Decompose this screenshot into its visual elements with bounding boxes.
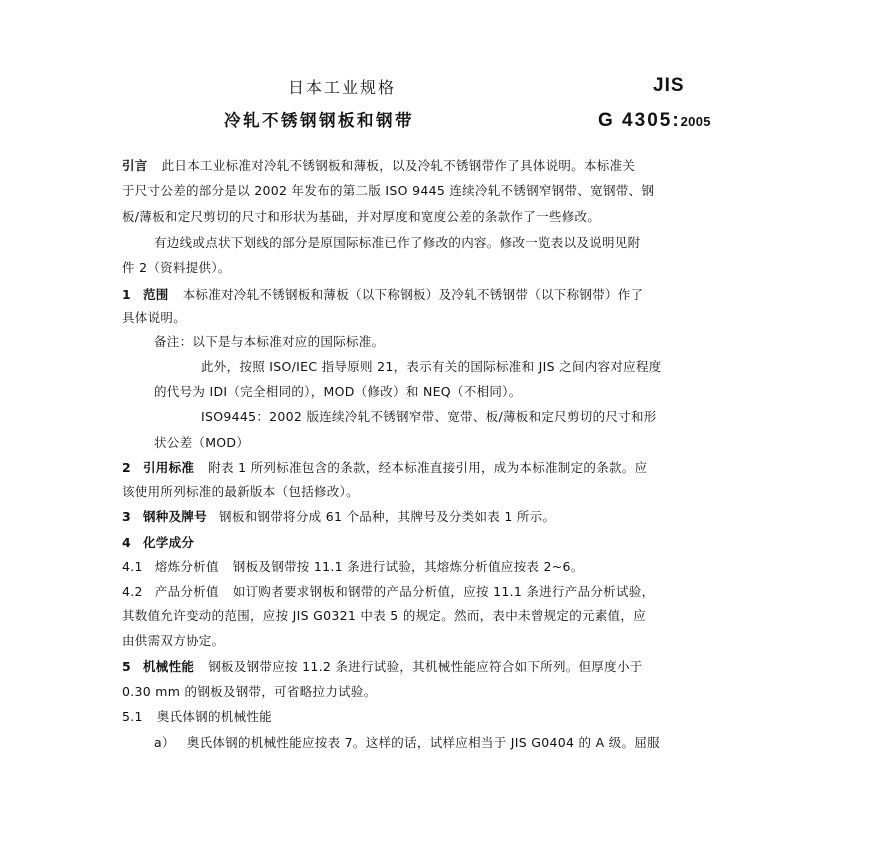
section-5-1-number: 5.1 bbox=[122, 709, 143, 724]
section-1-note-2: 的代号为 IDI（完全相同的），MOD（修改）和 NEQ（不相同）。 bbox=[154, 384, 522, 399]
section-3-heading: 钢种及牌号 bbox=[143, 509, 208, 524]
section-1-text-1: 本标准对冷轧不锈钢板和薄板（以下称钢板）及冷轧不锈钢带（以下称钢带）作了 bbox=[182, 287, 644, 302]
section-4-heading: 化学成分 bbox=[143, 535, 195, 550]
section-2-line-1 bbox=[122, 460, 647, 476]
section-1-note-label: 备注：以下是与本标准对应的国际标准。 bbox=[154, 334, 385, 349]
code-year: 2005 bbox=[680, 114, 711, 129]
section-1-note-1: 此外，按照 ISO/IEC 指导原则 21，表示有关的国际标准和 JIS 之间内容对应程度 bbox=[201, 359, 662, 374]
section-4-2-heading: 产品分析值 bbox=[154, 584, 219, 599]
intro-text-1: 此日本工业标准对冷轧不锈钢板和薄板，以及冷轧不锈钢带作了具体说明。本标准关 bbox=[161, 158, 636, 173]
section-1-line-1 bbox=[122, 287, 643, 303]
section-5-number: 5 bbox=[122, 659, 131, 674]
section-4-2-line-1 bbox=[122, 584, 654, 600]
item-a-label: a） bbox=[154, 735, 175, 750]
standard-name: 日本工业规格 bbox=[288, 78, 397, 97]
item-a-text: 奥氏体钢的机械性能应按表 7。这样的话，试样应相当于 JIS G0404 的 A 级。屈服 bbox=[186, 735, 660, 750]
section-4-heading-line bbox=[122, 535, 194, 551]
section-2-line-2: 该使用所列标准的最新版本（包括修改）。 bbox=[122, 484, 359, 499]
section-4-2-line-2: 其数值允许变动的范围，应按 JIS G0321 中表 5 的规定。然而，表中未曾规定的元素值，应 bbox=[122, 608, 647, 623]
jis-label: JIS bbox=[653, 75, 685, 96]
document-title: 冷轧不锈钢钢板和钢带 bbox=[224, 111, 414, 130]
section-1-note-4: 状公差（MOD） bbox=[154, 435, 250, 450]
standard-code bbox=[598, 110, 711, 133]
section-5-1-heading: 奥氏体钢的机械性能 bbox=[156, 709, 272, 724]
section-4-2-number: 4.2 bbox=[122, 584, 143, 599]
intro-label: 引言 bbox=[122, 158, 148, 173]
section-5-line-1 bbox=[122, 659, 643, 675]
section-3-text-1: 钢板和钢带将分成 61 个品种，其牌号及分类如表 1 所示。 bbox=[219, 509, 556, 524]
section-2-number: 2 bbox=[122, 460, 131, 475]
section-4-1-number: 4.1 bbox=[122, 559, 143, 574]
section-1-number: 1 bbox=[122, 287, 131, 302]
section-2-heading: 引用标准 bbox=[143, 460, 195, 475]
section-4-number: 4 bbox=[122, 535, 131, 550]
intro-line-4: 有边线或点状下划线的部分是原国际标准已作了修改的内容。修改一览表以及说明见附 bbox=[154, 235, 641, 250]
intro-line-1 bbox=[122, 158, 635, 174]
section-5-line-2: 0.30 mm 的钢板及钢带，可省略拉力试验。 bbox=[122, 684, 377, 699]
item-a-line bbox=[154, 735, 660, 751]
code-number: G 4305 bbox=[598, 110, 673, 131]
section-2-text-1: 附表 1 所列标准包含的条款，经本标准直接引用，成为本标准制定的条款。应 bbox=[208, 460, 648, 475]
section-4-1-line bbox=[122, 559, 584, 575]
section-5-text-1: 钢板及钢带应按 11.2 条进行试验，其机械性能应符合如下所列。但厚度小于 bbox=[208, 659, 643, 674]
section-1-line-2: 具体说明。 bbox=[122, 310, 187, 325]
intro-line-3: 板/薄板和定尺剪切的尺寸和形状为基础，并对厚度和宽度公差的条款作了一些修改。 bbox=[122, 209, 601, 224]
section-4-2-line-3: 由供需双方协定。 bbox=[122, 633, 225, 648]
section-5-1-line bbox=[122, 709, 272, 725]
section-1-heading: 范围 bbox=[143, 287, 169, 302]
section-3-line-1 bbox=[122, 509, 555, 525]
section-3-number: 3 bbox=[122, 509, 131, 524]
intro-line-5: 件 2（资料提供）。 bbox=[122, 260, 231, 275]
section-4-1-text: 钢板及钢带按 11.1 条进行试验，其熔炼分析值应按表 2~6。 bbox=[232, 559, 584, 574]
section-5-heading: 机械性能 bbox=[143, 659, 195, 674]
section-4-2-text-1: 如订购者要求钢板和钢带的产品分析值，应按 11.1 条进行产品分析试验， bbox=[232, 584, 655, 599]
section-4-1-heading: 熔炼分析值 bbox=[154, 559, 219, 574]
section-1-note-3: ISO9445：2002 版连续冷轧不锈钢窄带、宽带、板/薄板和定尺剪切的尺寸和形 bbox=[201, 409, 657, 424]
intro-line-2: 于尺寸公差的部分是以 2002 年发布的第二版 ISO 9445 连续冷轧不锈钢窄钢带、宽钢带、钢 bbox=[122, 183, 655, 198]
code-separator: : bbox=[672, 110, 681, 131]
